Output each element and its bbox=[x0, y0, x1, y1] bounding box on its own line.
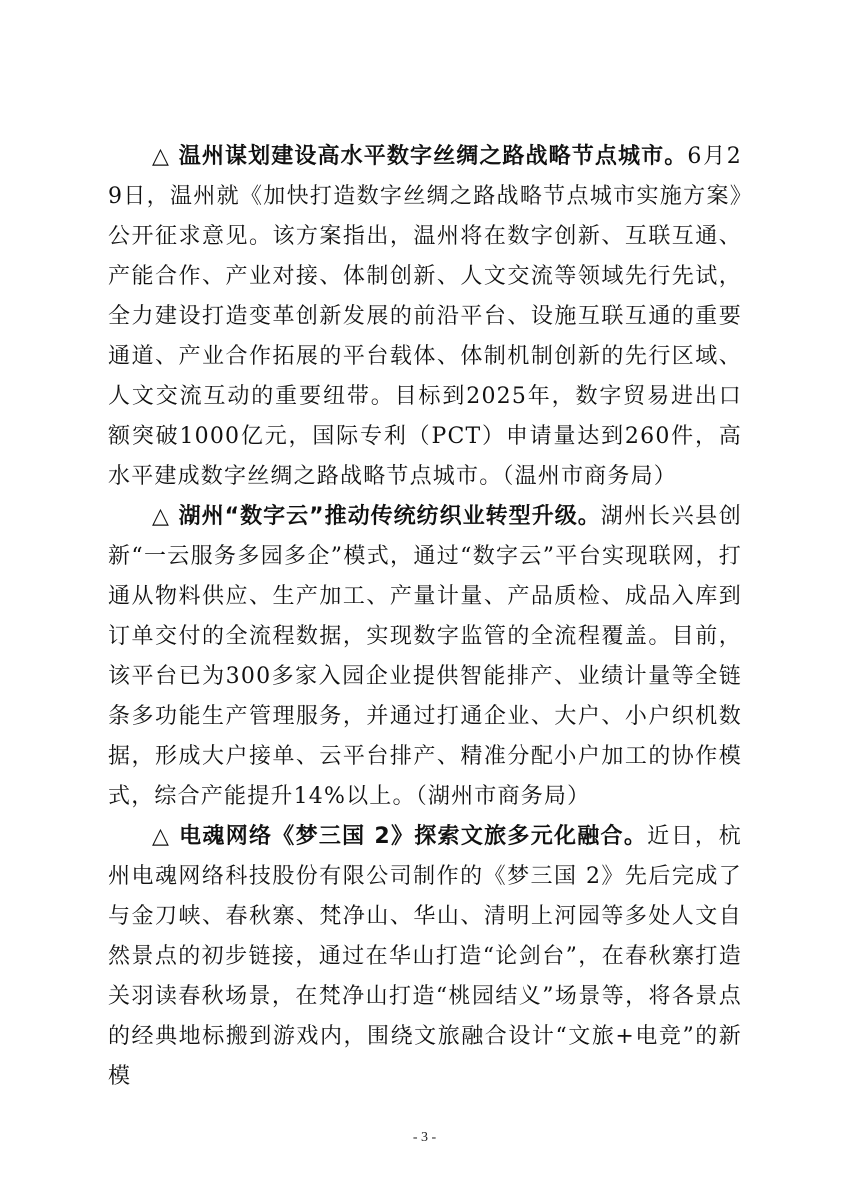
page-number: - 3 - bbox=[412, 1130, 437, 1145]
document-body bbox=[108, 137, 742, 1097]
paragraph-body: 近日，杭州电魂网络科技股份有限公司制作的《梦三国 2》先后完成了与金刀峡、春秋寨、梵净山、华山、清明上河园等多处人文自然景点的初步链接，通过在华山打造“论剑台”，在春秋寨打造关羽读春秋场景，在梵净山打造“桃园结义”场景等，将各景点的经典地标搬到游戏内，围绕文旅融合设计“文旅+电竞”的新模 bbox=[108, 824, 742, 1089]
paragraph-huzhou bbox=[108, 497, 742, 817]
paragraph-wenzhou bbox=[108, 137, 742, 497]
paragraph-lead: △ 湖州“数字云”推动传统纺织业转型升级。 bbox=[152, 504, 601, 529]
paragraph-lead: △ 电魂网络《梦三国 2》探索文旅多元化融合。 bbox=[152, 824, 648, 849]
paragraph-lead: △ 温州谋划建设高水平数字丝绸之路战略节点城市。 bbox=[152, 144, 688, 169]
paragraph-dianhun bbox=[108, 817, 742, 1097]
paragraph-body: 6月29日，温州就《加快打造数字丝绸之路战略节点城市实施方案》公开征求意见。该方案指出，温州将在数字创新、互联互通、产能合作、产业对接、体制创新、人文交流等领域先行先试，全力建设打造变革创新发展的前沿平台、设施互联互通的重要通道、产业合作拓展的平台载体、体制机制创新的先行区域、人文交流互动的重要纽带。目标到2025年，数字贸易进出口额突破1000亿元，国际专利（PCT）申请量达到260件，高水平建成数字丝绸之路战略节点城市。（温州市商务局） bbox=[108, 144, 742, 489]
paragraph-body: 湖州长兴县创新“一云服务多园多企”模式，通过“数字云”平台实现联网，打通从物料供应、生产加工、产量计量、产品质检、成品入库到订单交付的全流程数据，实现数字监管的全流程覆盖。目前，该平台已为300多家入园企业提供智能排产、业绩计量等全链条多功能生产管理服务，并通过打通企业、大户、小户织机数据，形成大户接单、云平台排产、精准分配小户加工的协作模式，综合产能提升14%以上。（湖州市商务局） bbox=[108, 504, 742, 809]
